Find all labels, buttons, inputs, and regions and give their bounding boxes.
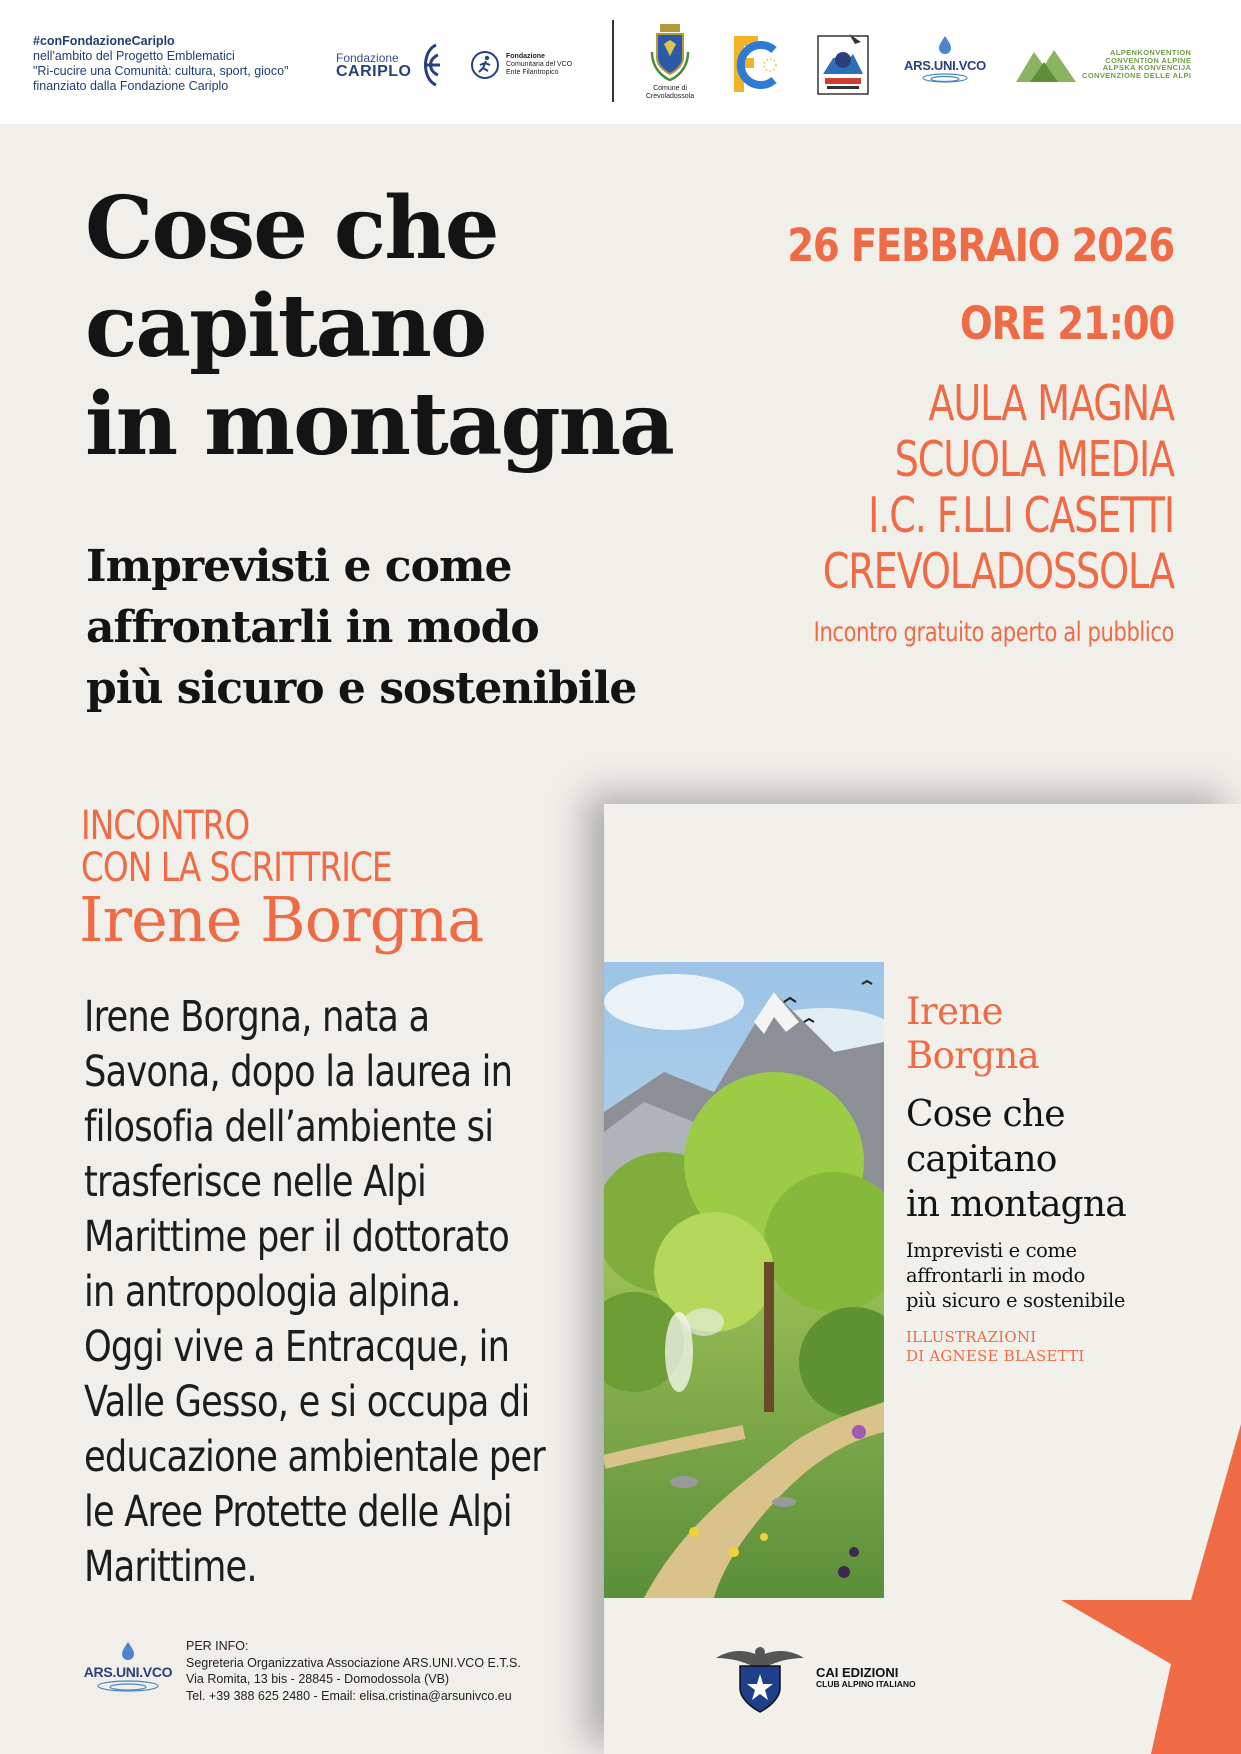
header-divider <box>612 20 614 102</box>
cai-seo-logo <box>815 30 871 98</box>
ars-univco-footer-logo <box>82 1640 174 1706</box>
contact-phone-email: Tel. +39 388 625 2480 - Email: elisa.cristina@arsunivco.eu <box>186 1688 512 1703</box>
sponsor-text <box>33 34 333 94</box>
water-ripple-icon <box>920 73 970 85</box>
venue-line-3: I.C. F.LLI CASETTI <box>868 487 1174 544</box>
book-author-line-1: Irene <box>906 990 1003 1033</box>
event-time: ORE 21:00 <box>959 297 1174 350</box>
venue-line-1: AULA MAGNA <box>928 375 1174 432</box>
bio-line: Irene Borgna, nata a <box>84 992 430 1042</box>
alpen-line-2: CONVENTION ALPINE <box>1105 55 1192 65</box>
ars-univco-header-logo <box>900 34 990 94</box>
event-date: 26 FEBBRAIO 2026 <box>787 219 1174 272</box>
bio-line: trasferisce nelle Alpi <box>84 1157 426 1207</box>
fc-mark-icon <box>724 30 780 98</box>
book-illustrator-line-1: ILLUSTRAZIONI <box>906 1328 1037 1346</box>
bio-line: in antropologia alpina. <box>84 1267 461 1317</box>
book-author <box>906 990 1039 1078</box>
water-drop-icon <box>108 1640 148 1664</box>
mountains-icon <box>1014 44 1078 84</box>
cariplo-bottom-text: CARIPLO <box>336 63 412 80</box>
subtitle-line-1: Imprevisti e come <box>86 541 512 592</box>
comunitaria-line-3: Ente Filantropico <box>506 69 559 76</box>
title-line-2: capitano <box>85 276 486 377</box>
coat-of-arms-icon <box>649 22 691 82</box>
writer-name: Irene Borgna <box>79 883 484 956</box>
free-entry-note: Incontro gratuito aperto al pubblico <box>813 617 1174 648</box>
book-subtitle <box>906 1238 1125 1313</box>
writer-intro-line-2: CON LA SCRITTRICE <box>81 845 392 891</box>
alpen-line-1: ALPENKONVENTION <box>1109 48 1192 57</box>
book-author-line-2: Borgna <box>906 1034 1040 1077</box>
alpen-line-3: ALPSKA KONVENCIJA <box>1102 63 1192 72</box>
writer-intro-line-1: INCONTRO <box>81 803 250 849</box>
mountain-landscape-illustration <box>604 962 884 1598</box>
subtitle-line-3: più sicuro e sostenibile <box>86 663 637 714</box>
comune-crevoladossola-logo <box>640 22 700 106</box>
book-illustrator <box>906 1328 1084 1366</box>
comune-line-1: Comune di <box>653 85 687 92</box>
bio-line: filosofia dell’ambiente si <box>84 1102 494 1152</box>
title-line-1: Cose che <box>85 178 498 279</box>
fondazione-cariplo-logo <box>336 40 446 90</box>
publisher-sub: CLUB ALPINO ITALIANO <box>816 1679 916 1689</box>
event-title <box>85 180 725 474</box>
star-decoration-icon <box>1001 1424 1241 1754</box>
sponsor-line-2: "Ri-cucire una Comunità: cultura, sport, gioco" <box>33 64 289 78</box>
cariplo-mark-icon <box>416 41 442 89</box>
bio-line: Marittime per il dottorato <box>84 1212 509 1262</box>
bio-line: le Aree Protette delle Alpi <box>84 1487 512 1537</box>
bio-line: educazione ambientale per <box>84 1432 545 1482</box>
cariplo-top-text: Fondazione <box>336 51 399 65</box>
book-subtitle-line-2: affrontarli in modo <box>906 1264 1085 1287</box>
event-subtitle <box>86 536 726 719</box>
comunitaria-line-1: Fondazione <box>506 53 545 60</box>
sponsor-line-3: finanziato dalla Fondazione Cariplo <box>33 79 229 93</box>
sponsor-header <box>0 0 1241 124</box>
alpen-line-4: CONVENZIONE DELLE ALPI <box>1082 70 1192 80</box>
cai-seo-badge-icon <box>815 30 871 98</box>
bio-line: Marittime. <box>84 1542 257 1592</box>
cai-eagle-shield-icon <box>712 1640 808 1716</box>
bio-line: Valle Gesso, e si occupa di <box>84 1377 530 1427</box>
writer-bio <box>84 990 545 1595</box>
book-title-line-2: capitano <box>906 1139 1057 1180</box>
comune-line-2: Crevoladossola <box>645 93 695 100</box>
subtitle-line-2: affrontarli in modo <box>86 602 539 653</box>
book-cover <box>604 804 1241 1754</box>
book-subtitle-line-1: Imprevisti e come <box>906 1239 1077 1262</box>
hashtag: #conFondazioneCariplo <box>33 34 175 48</box>
venue-line-4: CREVOLADOSSOLA <box>822 543 1174 600</box>
book-illustrator-line-2: DI AGNESE BLASETTI <box>906 1347 1085 1365</box>
book-title-line-3: in montagna <box>906 1184 1126 1225</box>
water-drop-icon <box>925 34 965 58</box>
contact-info <box>186 1638 521 1704</box>
contact-address: Via Romita, 13 bis - 28845 - Domodossola (VB) <box>186 1672 450 1686</box>
runner-circle-icon <box>470 50 500 80</box>
cai-edizioni-logo <box>712 1640 916 1716</box>
bio-line: Oggi vive a Entracque, in <box>84 1322 510 1372</box>
venue-line-2: SCUOLA MEDIA <box>894 431 1174 488</box>
water-ripple-icon <box>95 1680 161 1694</box>
event-venue <box>814 376 1174 600</box>
contact-label: PER INFO: <box>186 1639 249 1653</box>
fondazione-comunitaria-logo <box>470 48 600 82</box>
event-details <box>712 218 1174 650</box>
book-subtitle-line-3: più sicuro e sostenibile <box>906 1289 1126 1312</box>
alpine-convention-logo <box>1014 42 1204 86</box>
ars-header-text: ARS.UNI.VCO <box>904 58 986 73</box>
title-line-3: in montagna <box>85 374 673 475</box>
book-title-line-1: Cose che <box>906 1094 1065 1135</box>
bio-line: Savona, dopo la laurea in <box>84 1047 513 1097</box>
publisher-name: CAI EDIZIONI <box>816 1665 899 1680</box>
book-title <box>906 1092 1126 1227</box>
writer-intro <box>81 805 392 889</box>
comunitaria-line-2: Comunitaria del VCO <box>506 61 573 68</box>
footer-logo-text: ARS.UNI.VCO <box>83 1664 173 1680</box>
sponsor-line-1: nell'ambito del Progetto Emblematici <box>33 49 235 63</box>
fc-logo <box>724 30 780 98</box>
contact-organizer: Segreteria Organizzativa Associazione ARS.UNI.VCO E.T.S. <box>186 1655 521 1670</box>
